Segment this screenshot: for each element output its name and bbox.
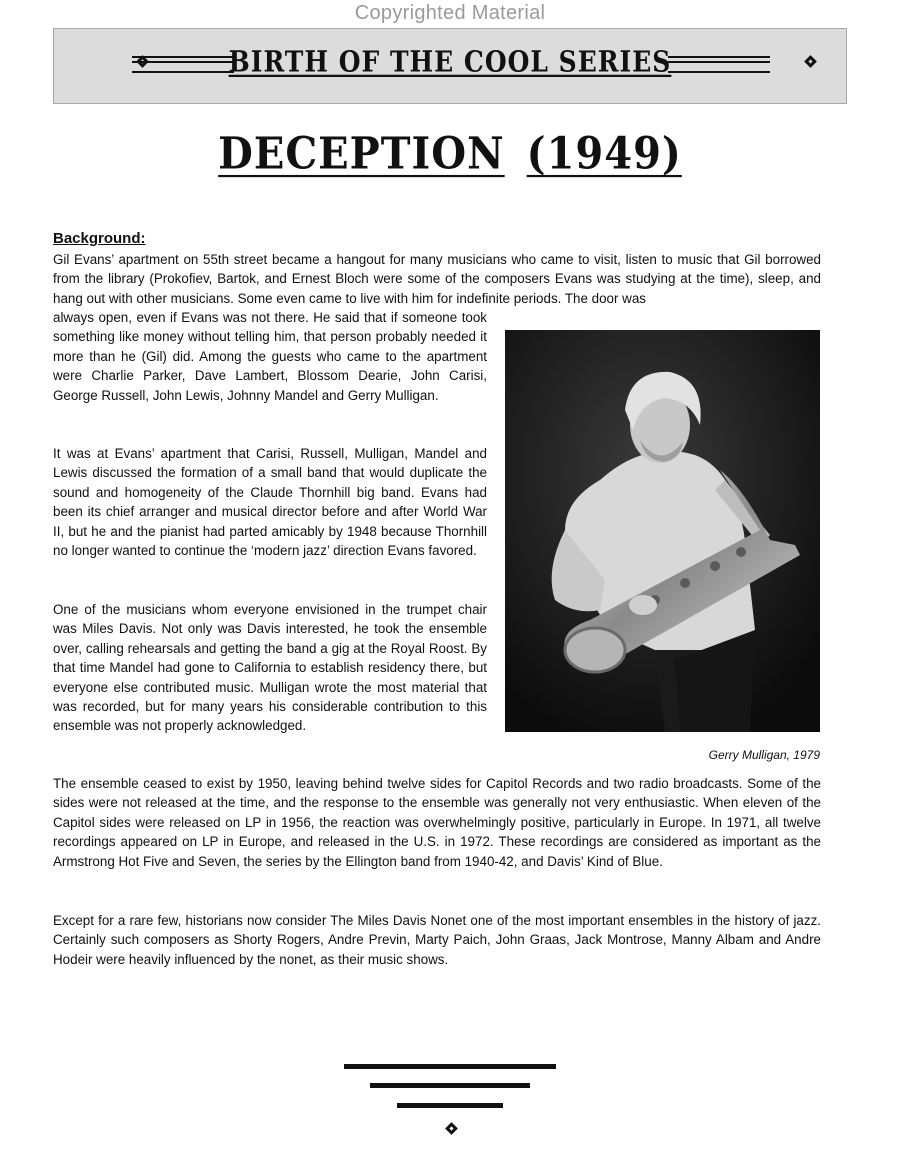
body-paragraph: The ensemble ceased to exist by 1950, leaving behind twelve sides for Capitol Records and two radio broadcasts. Some of the sides were not released at the time, and the response to the ensemble was generally not very enthusiastic. When eleven of the Capitol sides were released on LP in 1956, the reaction was overwhelmingly positive, particularly in Europe. In 1971, all twelve recordings appeared on LP in Europe, and released in the U.S. in 1972. These recordings are considered as important as the Armstrong Hot Five and Seven, the series by the Ellington band from 1940-42, and Davis’ Kind of Blue. xyxy=(53,776,821,869)
page-title xyxy=(0,128,900,180)
song-name: DECEPTION xyxy=(218,127,505,180)
musician-photo xyxy=(505,330,820,732)
body-paragraph: Except for a rare few, historians now consider The Miles Davis Nonet one of the most important ensembles in the history of jazz. Certainly such composers as Shorty Rogers, Andre Previn, Marty Paich, John Graas, Jack Montrose, Manny Albam and Andre Hodeir were heavily influenced by the nonet, as their music shows. xyxy=(53,913,821,967)
copyright-watermark: Copyrighted Material xyxy=(354,2,546,24)
series-title: BIRTH OF THE COOL SERIES xyxy=(228,44,672,79)
photo-caption: Gerry Mulligan, 1979 xyxy=(708,748,820,762)
section-heading: Background: xyxy=(53,230,146,247)
diamond-ornament-icon xyxy=(445,1122,458,1135)
body-paragraph: always open, even if Evans was not there. He said that if someone took something like money without telling him, that person probably needed it more than he (Gil) did. Among the guests who came to the apartment were Charlie Parker, Dave Lambert, Blossom Dearie, John Carisi, George Russell, John Lewis, Johnny Mandel and Gerry Mulligan. xyxy=(53,310,487,403)
saxophonist-illustration xyxy=(505,330,820,732)
series-banner xyxy=(53,28,847,104)
decorative-rule xyxy=(370,1083,530,1088)
body-paragraph: Gil Evans’ apartment on 55th street became a hangout for many musicians who came to visit, listen to music that Gil borrowed from the library (Prokofiev, Bartok, and Ernest Bloch were some of the composers Evans was studying at the time), sleep, and hang out with other musicians. Some even came to live with him for indefinite periods. The door was xyxy=(53,252,821,306)
decorative-rule xyxy=(397,1103,503,1108)
body-paragraph: One of the musicians whom everyone envisioned in the trumpet chair was Miles Davis. Not only was Davis interested, he took the ensemble over, calling rehearsals and getting the band a gig at the Royal Roost. By that time Mandel had gone to California to establish residency there, but everyone else contributed music. Mulligan wrote the most material that was recorded, but for many years his considerable contribution to this ensemble was not properly acknowledged. xyxy=(53,602,487,734)
decorative-rule xyxy=(344,1064,556,1069)
song-year: (1949) xyxy=(526,127,682,180)
body-paragraph: It was at Evans’ apartment that Carisi, Russell, Mulligan, Mandel and Lewis discussed the formation of a small band that would duplicate the sound and homogeneity of the Claude Thornhill big band. Evans had been its chief arranger and musical director before and after World War II, but he and the pianist had parted amicably by 1948 because Thornhill no longer wanted to continue the ‘modern jazz’ direction Evans favored. xyxy=(53,446,487,559)
